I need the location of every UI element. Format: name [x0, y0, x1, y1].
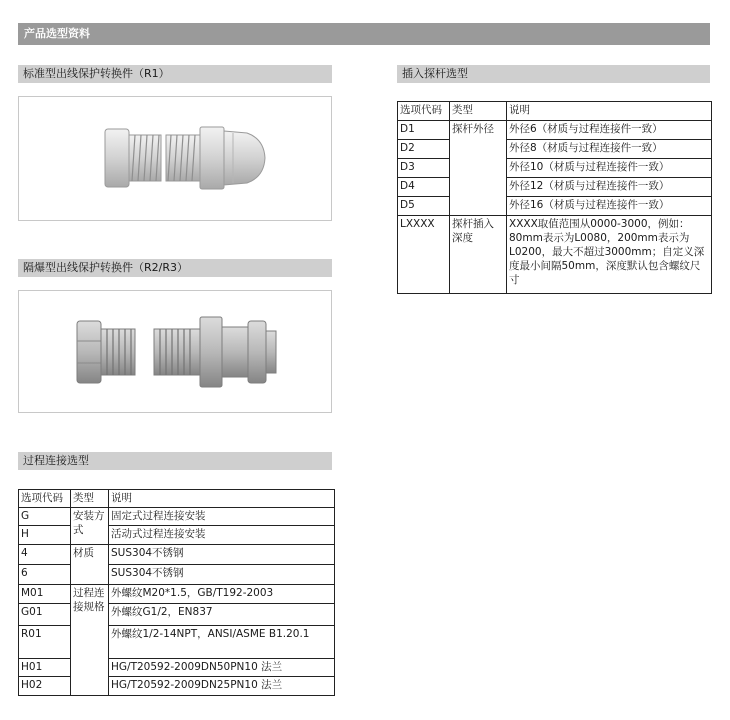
- option-code: D3: [398, 159, 450, 178]
- header-code: 选项代码: [398, 102, 450, 121]
- table-header-row: [19, 490, 335, 508]
- option-code: G01: [19, 604, 71, 626]
- option-type: 探杆外径: [450, 121, 507, 216]
- table-row: [19, 659, 335, 677]
- option-desc: 外螺纹M20*1.5，GB/T192-2003: [109, 585, 335, 604]
- r1-locknut-shape: [105, 129, 161, 187]
- r23-flameproof-gland-shape: [154, 317, 276, 387]
- table-row: [398, 197, 712, 216]
- table-row: [398, 216, 712, 294]
- table-row: [19, 545, 335, 565]
- table-row: [19, 508, 335, 526]
- option-desc: SUS304不锈钢: [109, 545, 335, 565]
- probe-table: [397, 101, 712, 294]
- table-row: [19, 526, 335, 545]
- option-code: R01: [19, 626, 71, 659]
- r1-cable-gland-shape: [166, 127, 265, 189]
- option-desc: 外螺纹1/2-14NPT，ANSI/ASME B1.20.1: [109, 626, 335, 659]
- option-code: H01: [19, 659, 71, 677]
- option-desc: 外径12（材质与过程连接件一致）: [507, 178, 712, 197]
- header-desc: 说明: [109, 490, 335, 508]
- option-type: 安装方式: [71, 508, 109, 545]
- table-row: [398, 140, 712, 159]
- option-type: 材质: [71, 545, 109, 585]
- page-header: 产品选型资料: [18, 23, 710, 45]
- option-desc: 外径10（材质与过程连接件一致）: [507, 159, 712, 178]
- header-desc: 说明: [507, 102, 712, 121]
- option-desc: HG/T20592-2009DN25PN10 法兰: [109, 677, 335, 696]
- option-code: H: [19, 526, 71, 545]
- option-desc: HG/T20592-2009DN50PN10 法兰: [109, 659, 335, 677]
- r23-fitting-illustration: [19, 291, 331, 412]
- table-header-row: [398, 102, 712, 121]
- table-row: [19, 585, 335, 604]
- option-type: 探杆插入深度: [450, 216, 507, 294]
- option-code: 4: [19, 545, 71, 565]
- option-code: H02: [19, 677, 71, 696]
- table-row: [19, 604, 335, 626]
- r1-fitting-illustration: [19, 97, 331, 220]
- table-row: [19, 626, 335, 659]
- option-code: LXXXX: [398, 216, 450, 294]
- option-desc: SUS304不锈钢: [109, 565, 335, 585]
- option-code: D5: [398, 197, 450, 216]
- r23-section-title: 隔爆型出线保护转换件（R2/R3）: [18, 259, 332, 277]
- r1-product-image: [18, 96, 332, 221]
- header-code: 选项代码: [19, 490, 71, 508]
- table-row: [19, 565, 335, 585]
- option-desc: 外径8（材质与过程连接件一致）: [507, 140, 712, 159]
- option-desc: 外径6（材质与过程连接件一致）: [507, 121, 712, 140]
- option-desc: 外径16（材质与过程连接件一致）: [507, 197, 712, 216]
- table-row: [398, 178, 712, 197]
- r23-product-image: [18, 290, 332, 413]
- process-section-title: 过程连接选型: [18, 452, 332, 470]
- table-row: [19, 677, 335, 696]
- r1-section-title: 标准型出线保护转换件（R1）: [18, 65, 332, 83]
- option-code: D2: [398, 140, 450, 159]
- option-code: G: [19, 508, 71, 526]
- table-row: [398, 159, 712, 178]
- option-code: D4: [398, 178, 450, 197]
- option-code: M01: [19, 585, 71, 604]
- option-desc: XXXX取值范围从0000-3000，例如：80mm表示为L0080，200mm表示为L0200，最大不超过3000mm；自定义深度最小间隔50mm，深度默认包含螺纹尺寸: [507, 216, 712, 294]
- option-desc: 固定式过程连接安装: [109, 508, 335, 526]
- r23-locknut-shape: [77, 321, 135, 383]
- probe-section-title: 插入探杆选型: [397, 65, 710, 83]
- option-type: 过程连接规格: [71, 585, 109, 696]
- process-table: [18, 489, 335, 696]
- option-desc: 活动式过程连接安装: [109, 526, 335, 545]
- table-row: [398, 121, 712, 140]
- header-type: 类型: [71, 490, 109, 508]
- header-type: 类型: [450, 102, 507, 121]
- option-code: 6: [19, 565, 71, 585]
- option-desc: 外螺纹G1/2，EN837: [109, 604, 335, 626]
- option-code: D1: [398, 121, 450, 140]
